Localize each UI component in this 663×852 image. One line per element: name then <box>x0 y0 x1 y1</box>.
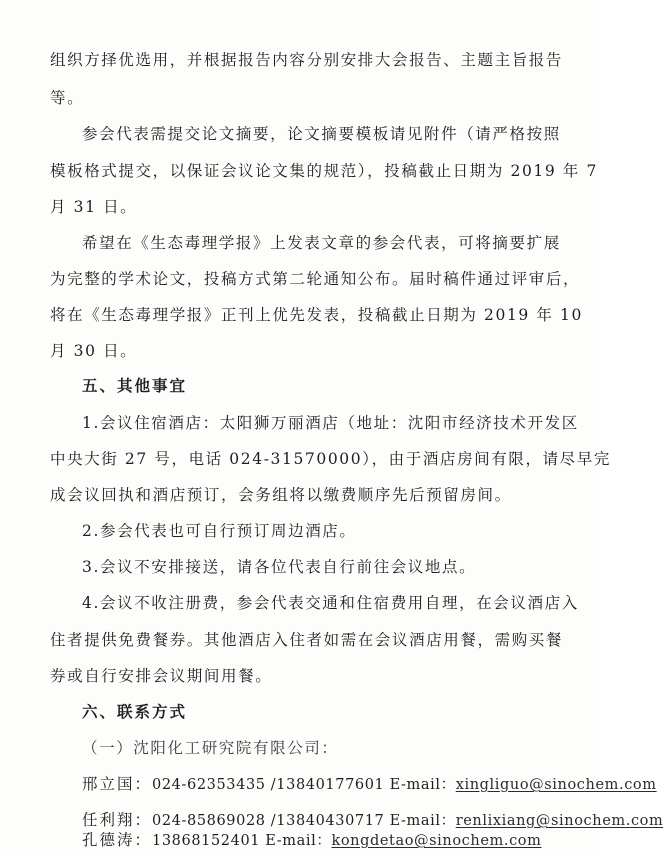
contact-row <box>0 829 600 852</box>
list-item-line: 券或自行安排会议期间用餐。 <box>50 667 273 685</box>
contact-name: 孔德涛： <box>82 831 153 849</box>
contact-phones: 13868152401 E-mail： <box>152 833 332 849</box>
contact-email-link[interactable]: renlixiang@sinochem.com <box>455 813 663 829</box>
list-item: 2.参会代表也可自行预订周边酒店。 <box>82 522 357 540</box>
paragraph-line: 等。 <box>50 89 85 107</box>
paragraph-line: 组织方择优选用，并根据报告内容分别安排大会报告、主题主旨报告 <box>50 51 564 69</box>
contact-phones: 024-62353435 /13840177601 E-mail： <box>152 777 456 793</box>
contact-name: 邢立国： <box>82 775 153 793</box>
section-heading: 六、联系方式 <box>82 703 188 721</box>
contact-row <box>0 773 657 796</box>
paragraph-line: 月 30 日。 <box>50 342 138 360</box>
paragraph-line: 月 31 日。 <box>50 198 138 216</box>
list-item-line: 成会议回执和酒店预订，会务组将以缴费顺序先后预留房间。 <box>50 486 512 504</box>
list-item-line: 1.会议住宿酒店：太阳狮万丽酒店（地址：沈阳市经济技术开发区 <box>82 414 579 432</box>
paragraph-line: 模板格式提交，以保证会议论文集的规范），投稿截止日期为 2019 年 7 <box>50 162 598 180</box>
contact-phones: 024-85869028 /13840430717 E-mail： <box>152 813 456 829</box>
list-item-line: 4.会议不收注册费，参会代表交通和住宿费用自理，在会议酒店入 <box>82 594 579 612</box>
paragraph-line: 参会代表需提交论文摘要，论文摘要模板请见附件（请严格按照 <box>82 125 561 143</box>
paragraph-line: 将在《生态毒理学报》正刊上优先发表，投稿截止日期为 2019 年 10 <box>50 306 583 324</box>
section-heading: 五、其他事宜 <box>82 377 188 395</box>
list-item: 3.会议不安排接送，请各位代表自行前往会议地点。 <box>82 558 477 576</box>
paragraph-line: 为完整的学术论文，投稿方式第二轮通知公布。届时稿件通过评审后， <box>50 270 581 288</box>
organization-name: （一）沈阳化工研究院有限公司： <box>82 739 339 757</box>
list-item-line: 住者提供免费餐券。其他酒店入住者如需在会议酒店用餐，需购买餐 <box>50 631 564 649</box>
contact-email-link[interactable]: xingliguo@sinochem.com <box>455 777 657 793</box>
contact-email-link[interactable]: kongdetao@sinochem.com <box>331 833 542 849</box>
contact-name: 任利翔： <box>82 811 153 829</box>
list-item-line: 中央大街 27 号，电话 024-31570000），由于酒店房间有限，请尽早完 <box>50 450 611 468</box>
paragraph-line: 希望在《生态毒理学报》上发表文章的参会代表，可将摘要扩展 <box>82 234 561 252</box>
